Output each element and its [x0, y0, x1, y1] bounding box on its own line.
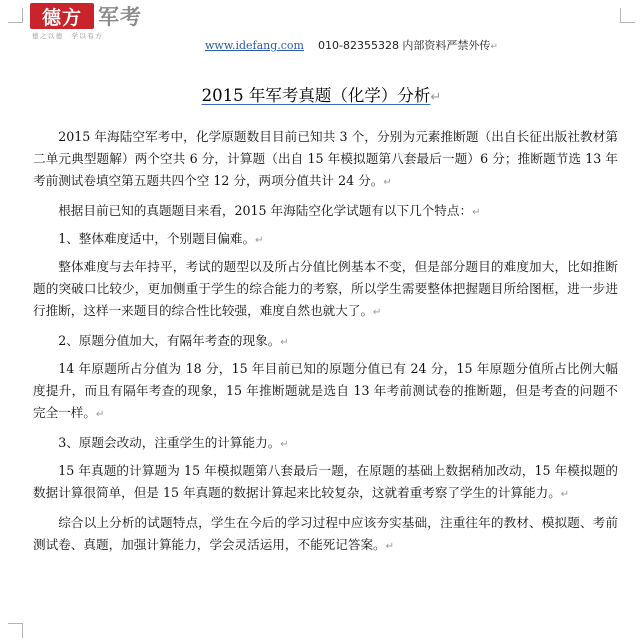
document-body: [33, 126, 618, 564]
logo-text: 军考: [98, 5, 142, 29]
paragraph: 15 年真题的计算题为 15 年模拟题第八套最后一题，在原题的基础上数据稍加改动，15 年模拟题的数据计算很简单，但是 15 年真题的数据计算起来比较复杂，这就着重考察了学生的计算能力。↵: [33, 463, 618, 500]
paragraph-mark-icon: ↵: [95, 409, 105, 420]
crop-mark-bottom-left: [8, 623, 23, 638]
paragraph-mark-icon: ↵: [280, 439, 289, 450]
paragraph: 整体难度与去年持平，考试的题型以及所占分值比例基本不变，但是部分题目的难度加大，比如推断题的突破口比较少，更加侧重于学生的综合能力的考察，所以学生需要整体把握题目所给图框，进一步进行推断，这样一来题目的综合性比较强，难度自然也就大了。↵: [33, 259, 618, 318]
title-text: 2015 年军考真题（化学）分析: [201, 86, 431, 105]
logo: [30, 2, 172, 44]
page-header: [205, 37, 498, 53]
crop-mark-top-right: [620, 8, 635, 23]
header-info: 010-82355328 内部资料严禁外传: [317, 39, 491, 52]
logo-slogan: 德之以德 学以有方: [32, 32, 104, 40]
paragraph-mark-icon: ↵: [472, 207, 481, 218]
section-heading: 3、原题会改动，注重学生的计算能力。↵: [58, 435, 289, 450]
paragraph-mark-icon: ↵: [385, 541, 395, 552]
paragraph-mark-icon: ↵: [430, 90, 442, 105]
section-heading: 1、整体难度适中，个别题目偏难。↵: [58, 231, 264, 246]
logo-mark: 德方: [30, 3, 94, 29]
paragraph-mark-icon: ↵: [490, 42, 498, 52]
paragraph: 2015 年海陆空军考中，化学原题数目目前已知共 3 个，分别为元素推断题（出自长征出版社教材第二单元典型题解）两个空共 6 分，计算题（出自 15 年模拟题第八套最后一题）6 分；推断题节选 13 年考前测试卷填空第五题共四个空 12 分，两项分值共计 24 分。↵: [33, 129, 618, 188]
page-title: [0, 82, 643, 106]
paragraph-mark-icon: ↵: [560, 489, 570, 500]
paragraph-mark-icon: ↵: [383, 177, 392, 188]
paragraph-mark-icon: ↵: [373, 307, 382, 318]
paragraph: 14 年原题所占分值为 18 分，15 年目前已知的原题分值已有 24 分，15 年原题分值所占比例大幅度提升，而且有隔年考查的现象，15 年推断题就是选自 13 年考前测试卷的推断题，但是考查的问题不完全一样。↵: [33, 361, 618, 420]
section-heading: 2、原题分值加大，有隔年考查的现象。↵: [58, 333, 289, 348]
header-url-link[interactable]: www.idefang.com: [205, 39, 304, 52]
paragraph: 根据目前已知的真题题目来看，2015 年海陆空化学试题有以下几个特点：↵: [58, 203, 481, 218]
crop-mark-top-left: [8, 8, 23, 23]
paragraph-mark-icon: ↵: [280, 337, 289, 348]
paragraph-mark-icon: ↵: [255, 235, 264, 246]
paragraph: 综合以上分析的试题特点，学生在今后的学习过程中应该夯实基础，注重往年的教材、模拟题、考前测试卷、真题，加强计算能力，学会灵活运用，不能死记答案。↵: [33, 515, 618, 552]
